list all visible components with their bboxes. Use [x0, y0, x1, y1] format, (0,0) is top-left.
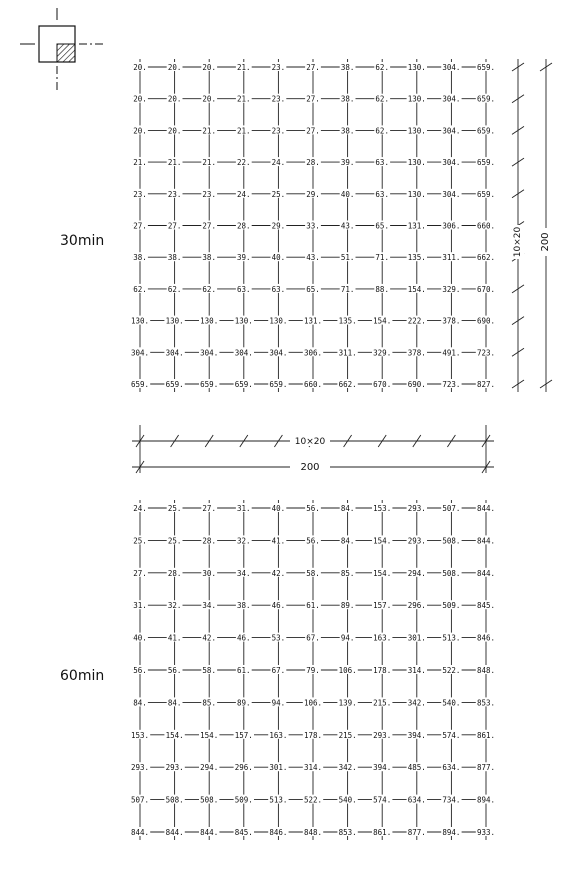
- grid60-cell-value: 25.: [133, 536, 147, 546]
- cross-section-key-icon: [20, 8, 103, 92]
- grid30-cell-value: 23.: [202, 189, 216, 199]
- grid60-cell-value: 28.: [167, 568, 182, 578]
- grid30-cell-value: 20.: [167, 63, 182, 72]
- grid30-cell-value: 130.: [407, 126, 426, 136]
- grid30-cell-value: 130.: [407, 189, 426, 199]
- grid30-cell-value: 222.: [407, 316, 426, 326]
- grid30-cell-value: 131.: [407, 221, 426, 231]
- grid60-cell-value: 67.: [271, 666, 286, 675]
- grid60-cell-value: 853.: [476, 698, 496, 708]
- grid30-cell-value: 62.: [375, 63, 389, 72]
- grid60-cell-value: 877.: [407, 828, 426, 837]
- grid30-cell-value: 304.: [269, 348, 288, 358]
- grid60-cell-value: 61.: [237, 666, 251, 675]
- grid30-cell-value: 304.: [442, 189, 461, 199]
- grid30-cell-value: 20.: [133, 94, 147, 104]
- grid60-cell-value: 42.: [202, 633, 216, 643]
- grid30-cell-value: 38.: [167, 253, 182, 263]
- grid60-cell-value: 153.: [373, 504, 392, 513]
- grid30-cell-value: 71.: [375, 253, 389, 263]
- grid30-cell-value: 662.: [476, 253, 496, 263]
- grid60-cell-value: 293.: [407, 536, 426, 546]
- grid30-cell-value: 21.: [167, 158, 182, 168]
- grid60-cell-value: 178.: [373, 666, 392, 675]
- grid30-cell-value: 304.: [442, 158, 461, 168]
- grid60-cell-value: 154.: [373, 536, 392, 546]
- grid60-cell-value: 507.: [130, 795, 150, 805]
- grid60-cell-value: 28.: [202, 536, 216, 546]
- vertical-dimension: [512, 59, 552, 392]
- grid60-cell-value: 24.: [133, 504, 147, 513]
- grid60-cell-value: 32.: [237, 536, 251, 546]
- grid30-cell-value: 28.: [306, 158, 320, 168]
- grid60-cell-value: 634.: [442, 763, 461, 773]
- grid30-cell-value: 130.: [165, 316, 184, 326]
- grid60-cell-value: 861.: [373, 828, 392, 837]
- grid60-cell-value: 38.: [237, 601, 251, 611]
- grid30-cell-value: 62.: [375, 94, 389, 104]
- grid60-cell-value: 296.: [234, 763, 253, 773]
- grid30-cell-value: 306.: [442, 221, 461, 231]
- grid60-cell-value: 508.: [200, 795, 219, 805]
- grid30-cell-value: 491.: [442, 348, 461, 358]
- grid60-cell-value: 89.: [340, 601, 355, 611]
- grid30-cell-value: 659.: [269, 380, 288, 389]
- grid30-cell-value: 660.: [303, 380, 323, 389]
- grid60-cell-value: 85.: [202, 698, 216, 708]
- grid30-cell-value: 723.: [442, 380, 461, 389]
- grid30-cell-value: 27.: [306, 126, 320, 136]
- grid30-cell-value: 20.: [167, 94, 182, 104]
- grid30-cell-value: 135.: [407, 253, 426, 263]
- grid60-cell-value: 154.: [373, 568, 392, 578]
- grid60-cell-value: 574.: [373, 795, 392, 805]
- grid30-cell-value: 378.: [407, 348, 426, 358]
- grid30-cell-value: 21.: [237, 63, 251, 72]
- grid60-cell-value: 894.: [476, 795, 496, 805]
- grid60-cell-value: 509.: [442, 601, 461, 611]
- grid60-cell-value: 106.: [303, 698, 323, 708]
- grid60-cell-value: 293.: [373, 730, 392, 740]
- grid30-cell-value: 25.: [271, 189, 286, 199]
- grid30-cell-value: 38.: [340, 63, 355, 72]
- grid30-cell-value: 39.: [237, 253, 251, 263]
- grid60-cell-value: 58.: [306, 568, 320, 578]
- grid60-cell-value: 861.: [476, 730, 496, 740]
- grid60-cell-value: 27.: [133, 568, 147, 578]
- grid30-cell-value: 62.: [167, 284, 182, 294]
- grid60-cell-value: 846.: [269, 828, 288, 837]
- grid60-cell-value: 844.: [165, 828, 184, 837]
- grid60-cell-value: 41.: [271, 536, 286, 546]
- grid60-cell-value: 84.: [133, 698, 147, 708]
- grid30-cell-value: 40.: [340, 189, 355, 199]
- grid30-cell-value: 329.: [442, 284, 461, 294]
- grid60-cell-value: 58.: [202, 666, 216, 675]
- grid60-cell-value: 215.: [338, 730, 357, 740]
- grid30-cell-value: 130.: [407, 94, 426, 104]
- grid60-cell-value: 67.: [306, 633, 320, 643]
- horizontal-total-label: 200: [300, 462, 320, 473]
- grid30-cell-value: 51.: [340, 253, 355, 263]
- grid60-cell-value: 31.: [133, 601, 147, 611]
- grid60-cell-value: 296.: [407, 601, 426, 611]
- grid60-cell-value: 844.: [476, 536, 496, 546]
- grid60-cell-value: 513.: [269, 795, 288, 805]
- grid30-cell-value: 71.: [340, 284, 355, 294]
- grid30-cell-value: 20.: [133, 126, 147, 136]
- grid60-cell-value: 844.: [200, 828, 219, 837]
- grid30-cell-value: 154.: [373, 316, 392, 326]
- label-60min: 60min: [60, 668, 105, 684]
- grid30-cell-value: 659.: [476, 158, 496, 168]
- grid60-cell-value: 294.: [407, 568, 426, 578]
- grid30-cell-value: 22.: [237, 158, 251, 168]
- grid60-cell-value: 84.: [340, 536, 355, 546]
- grid30-cell-value: 21.: [237, 94, 251, 104]
- grid60-cell-value: 540.: [442, 698, 461, 708]
- grid30-cell-value: 154.: [407, 284, 426, 294]
- grid30-cell-value: 659.: [130, 380, 150, 389]
- grid60-cell-value: 301.: [269, 763, 288, 773]
- horizontal-subdivision-label: 10×20: [294, 437, 326, 447]
- grid30-cell-value: 39.: [340, 158, 355, 168]
- grid30-cell-value: 63.: [375, 158, 389, 168]
- grid60-cell-value: 79.: [306, 666, 320, 675]
- grid30-cell-value: 88.: [375, 284, 389, 294]
- grid30-cell-value: 38.: [340, 94, 355, 104]
- grid30-cell-value: 65.: [375, 221, 389, 231]
- grid60-cell-value: 301.: [407, 633, 426, 643]
- grid30-cell-value: 659.: [234, 380, 253, 389]
- grid30-cell-value: 27.: [133, 221, 147, 231]
- grid60-cell-value: 508.: [165, 795, 184, 805]
- grid30-cell-value: 131.: [303, 316, 323, 326]
- grid30-cell-value: 670.: [476, 284, 496, 294]
- grid30-cell-value: 135.: [338, 316, 357, 326]
- grid60-cell-value: 139.: [338, 698, 357, 708]
- vertical-total-label: 200: [540, 232, 551, 252]
- grid30-cell-value: 23.: [167, 189, 182, 199]
- grid30-cell-value: 62.: [133, 284, 147, 294]
- grid30-cell-value: 304.: [442, 126, 461, 136]
- grid30-cell-value: 20.: [167, 126, 182, 136]
- grid60-cell-value: 40.: [133, 633, 147, 643]
- grid30-cell-value: 827.: [476, 380, 496, 389]
- grid30-cell-value: 23.: [271, 94, 286, 104]
- grid30-cell-value: 659.: [476, 94, 496, 104]
- grid60-cell-value: 844.: [476, 568, 496, 578]
- grid30-cell-value: 304.: [442, 94, 461, 104]
- grid30-cell-value: 304.: [130, 348, 150, 358]
- grid60-cell-value: 853.: [338, 828, 357, 837]
- grid30-cell-value: 690.: [476, 316, 496, 326]
- grid60-cell-value: 522.: [442, 666, 461, 675]
- grid60-cell-value: 394.: [407, 730, 426, 740]
- grid30-cell-value: 659.: [476, 126, 496, 136]
- grid60-cell-value: 25.: [167, 536, 182, 546]
- grid30-cell-value: 27.: [202, 221, 216, 231]
- grid30-cell-value: 130.: [200, 316, 219, 326]
- grid30-cell-value: 20.: [133, 63, 147, 72]
- grid30-cell-value: 23.: [271, 63, 286, 72]
- grid30-cell-value: 304.: [200, 348, 219, 358]
- grid30-cell-value: 43.: [340, 221, 355, 231]
- grid60-cell-value: 61.: [306, 601, 320, 611]
- grid60-cell-value: 94.: [271, 698, 286, 708]
- grid30-cell-value: 21.: [237, 126, 251, 136]
- grid60-cell-value: 314.: [407, 666, 426, 675]
- grid60-cell-value: 846.: [476, 633, 496, 643]
- grid30-cell-value: 33.: [306, 221, 320, 231]
- grid30-cell-value: 670.: [373, 380, 392, 389]
- grid30-cell-value: 659.: [200, 380, 219, 389]
- grid60-cell-value: 56.: [306, 504, 320, 513]
- grid30-cell-value: 23.: [133, 189, 147, 199]
- grid30-cell-value: 130.: [407, 158, 426, 168]
- grid30-cell-value: 21.: [133, 158, 147, 168]
- grid30-cell-value: 311.: [442, 253, 461, 263]
- grid60-cell-value: 574.: [442, 730, 461, 740]
- grid60-cell-value: 848.: [476, 666, 496, 675]
- grid30-cell-value: 329.: [373, 348, 392, 358]
- grid60-cell-value: 293.: [407, 504, 426, 513]
- grid60-cell-value: 25.: [167, 504, 182, 513]
- grid60-cell-value: 877.: [476, 763, 496, 773]
- grid60-cell-value: 163.: [269, 730, 288, 740]
- grid60-cell-value: 56.: [133, 666, 147, 675]
- grid60-cell-value: 31.: [237, 504, 251, 513]
- grid30-cell-value: 21.: [202, 158, 216, 168]
- grid60-cell-value: 507.: [442, 504, 461, 513]
- grid60-cell-value: 89.: [237, 698, 251, 708]
- grid30-cell-value: 20.: [202, 94, 216, 104]
- grid60-cell-value: 508.: [442, 536, 461, 546]
- grid30-cell-value: 63.: [375, 189, 389, 199]
- label-30min: 30min: [60, 233, 105, 249]
- grid30-cell-value: 311.: [338, 348, 357, 358]
- grid60-cell-value: 509.: [234, 795, 253, 805]
- grid30-cell-value: 62.: [202, 284, 216, 294]
- grid30-cell-value: 23.: [271, 126, 286, 136]
- grid30-cell-value: 660.: [476, 221, 496, 231]
- grid30-cell-value: 130.: [269, 316, 288, 326]
- grid60-cell-value: 56.: [167, 666, 182, 675]
- grid30-cell-value: 130.: [234, 316, 253, 326]
- grid60-cell-value: 94.: [340, 633, 355, 643]
- grid60-cell-value: 84.: [167, 698, 182, 708]
- grid60-cell-value: 30.: [202, 568, 216, 578]
- grid60-cell-value: 844.: [130, 828, 150, 837]
- grid30-cell-value: 130.: [130, 316, 150, 326]
- vertical-subdivision-label: 10×20: [513, 226, 523, 258]
- grid30-cell-value: 20.: [202, 63, 216, 72]
- grid60-cell-value: 84.: [340, 504, 355, 513]
- grid60-cell-value: 154.: [165, 730, 184, 740]
- grid30-cell-value: 378.: [442, 316, 461, 326]
- grid60-cell-value: 215.: [373, 698, 392, 708]
- grid60-cell-value: 485.: [407, 763, 426, 773]
- grid60-cell-value: 933.: [476, 828, 496, 837]
- grid60-cell-value: 27.: [202, 504, 216, 513]
- grid60-cell-value: 845.: [234, 828, 253, 837]
- grid60-cell-value: 41.: [167, 633, 182, 643]
- grid60-cell-value: 734.: [442, 795, 461, 805]
- grid30-cell-value: 38.: [133, 253, 147, 263]
- grid30-cell-value: 24.: [237, 189, 251, 199]
- grid30-cell-value: 62.: [375, 126, 389, 136]
- grid30-cell-value: 29.: [271, 221, 286, 231]
- grid60-cell-value: 56.: [306, 536, 320, 546]
- grid30-cell-value: 63.: [237, 284, 251, 294]
- grid60-cell-value: 314.: [303, 763, 323, 773]
- grid60-cell-value: 53.: [271, 633, 286, 643]
- grid30-cell-value: 29.: [306, 189, 320, 199]
- grid30-cell-value: 27.: [167, 221, 182, 231]
- grid30-cell-value: 40.: [271, 253, 286, 263]
- grid60-cell-value: 163.: [373, 633, 392, 643]
- grid30-cell-value: 65.: [306, 284, 320, 294]
- grid30-cell-value: 662.: [338, 380, 357, 389]
- grid30-cell-value: 659.: [165, 380, 184, 389]
- temperature-grid-30min: [130, 59, 496, 392]
- grid60-cell-value: 178.: [303, 730, 323, 740]
- grid30-cell-value: 304.: [165, 348, 184, 358]
- grid30-cell-value: 38.: [202, 253, 216, 263]
- grid60-cell-value: 844.: [476, 504, 496, 513]
- grid60-cell-value: 540.: [338, 795, 357, 805]
- grid60-cell-value: 894.: [442, 828, 461, 837]
- grid60-cell-value: 522.: [303, 795, 323, 805]
- grid60-cell-value: 634.: [407, 795, 426, 805]
- grid60-cell-value: 157.: [373, 601, 392, 611]
- grid60-cell-value: 106.: [338, 666, 357, 675]
- grid60-cell-value: 154.: [200, 730, 219, 740]
- grid60-cell-value: 394.: [373, 763, 392, 773]
- grid60-cell-value: 508.: [442, 568, 461, 578]
- grid60-cell-value: 40.: [271, 504, 286, 513]
- grid60-cell-value: 34.: [202, 601, 216, 611]
- grid60-cell-value: 85.: [340, 568, 355, 578]
- grid30-cell-value: 38.: [340, 126, 355, 136]
- grid30-cell-value: 690.: [407, 380, 426, 389]
- grid30-cell-value: 21.: [202, 126, 216, 136]
- grid30-cell-value: 306.: [303, 348, 323, 358]
- grid60-cell-value: 46.: [237, 633, 251, 643]
- grid60-cell-value: 293.: [165, 763, 184, 773]
- grid60-cell-value: 153.: [130, 730, 150, 740]
- grid60-cell-value: 513.: [442, 633, 461, 643]
- grid60-cell-value: 342.: [407, 698, 426, 708]
- grid60-cell-value: 157.: [234, 730, 253, 740]
- grid30-cell-value: 659.: [476, 63, 496, 72]
- grid30-cell-value: 659.: [476, 189, 496, 199]
- grid30-cell-value: 723.: [476, 348, 496, 358]
- grid30-cell-value: 28.: [237, 221, 251, 231]
- grid30-cell-value: 130.: [407, 63, 426, 72]
- grid60-cell-value: 293.: [130, 763, 150, 773]
- grid30-cell-value: 304.: [234, 348, 253, 358]
- grid60-cell-value: 42.: [271, 568, 286, 578]
- grid60-cell-value: 845.: [476, 601, 496, 611]
- grid30-cell-value: 43.: [306, 253, 320, 263]
- grid60-cell-value: 294.: [200, 763, 219, 773]
- grid60-cell-value: 848.: [303, 828, 323, 837]
- grid30-cell-value: 63.: [271, 284, 286, 294]
- grid30-cell-value: 24.: [271, 158, 286, 168]
- grid30-cell-value: 27.: [306, 63, 320, 72]
- grid60-cell-value: 46.: [271, 601, 286, 611]
- grid30-cell-value: 304.: [442, 63, 461, 72]
- temperature-grid-60min: [130, 500, 496, 840]
- grid60-cell-value: 342.: [338, 763, 357, 773]
- grid30-cell-value: 27.: [306, 94, 320, 104]
- grid60-cell-value: 34.: [237, 568, 251, 578]
- grid60-cell-value: 32.: [167, 601, 182, 611]
